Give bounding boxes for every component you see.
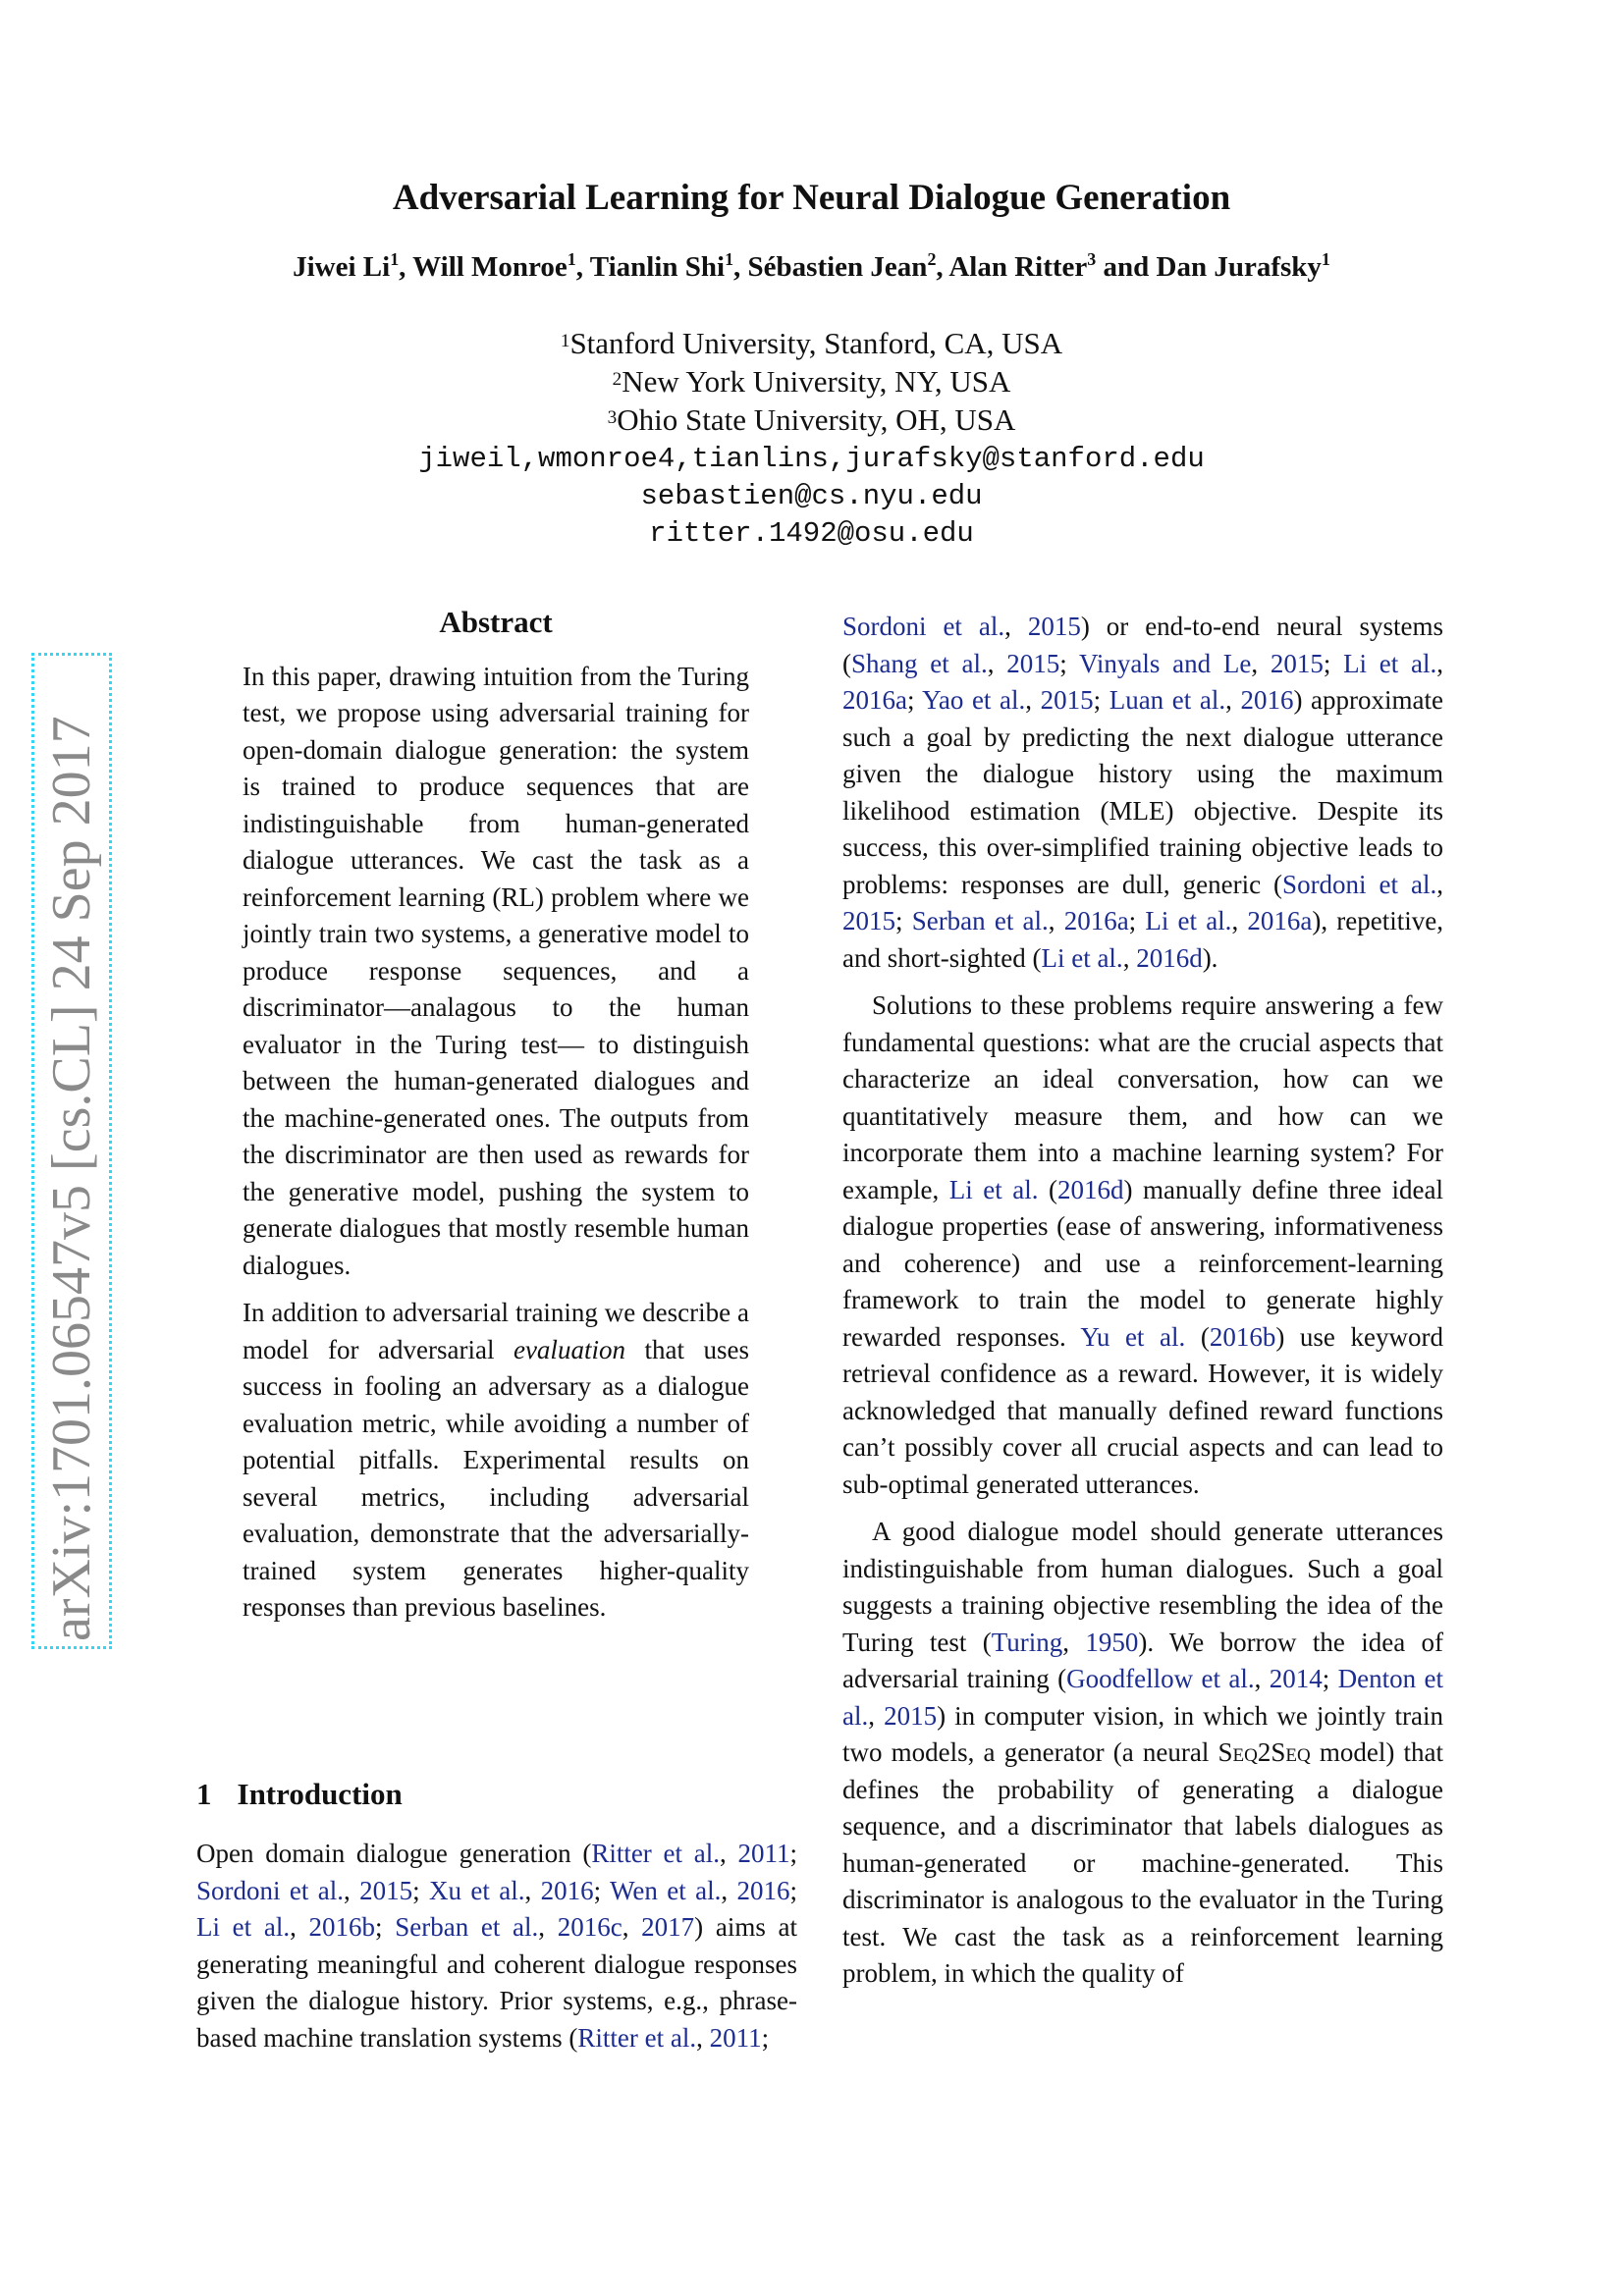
citation-link[interactable]: 2016	[1240, 685, 1294, 715]
citation-link[interactable]: Xu et al.	[429, 1875, 525, 1905]
citation-link[interactable]: 2016	[540, 1875, 594, 1905]
citation-link[interactable]: 2011	[737, 1839, 790, 1868]
abstract-paragraph-1: In this paper, drawing intuition from the Turing test, we propose using adversarial training for open-domain dialogue generation: the system is trained to produce sequences that are indistinguishable from human-generated dialogue utterances. We cast the task as a reinforcement learning (RL) problem where we jointly train two systems, a generative model to produce response sequences, and a discriminator—analagous to the human evaluator in the Turing test— to distinguish between the human-generated dialogues and the machine-generated ones. The outputs from the discriminator are then used as rewards for the generative model, pushing the system to generate dialogues that mostly resemble human dialogues.	[243, 661, 749, 1280]
citation-link[interactable]: Luan et al.	[1109, 685, 1226, 715]
introduction-left-column	[196, 1836, 797, 2056]
author-email[interactable]: ritter.1492@osu.edu	[649, 517, 974, 550]
author-name: Dan Jurafsky	[1156, 251, 1322, 283]
citation-link[interactable]: Sordoni et al.	[1282, 869, 1437, 899]
author-affiliation-marker: 1	[725, 249, 734, 269]
affiliation-text: Stanford University, Stanford, CA, USA	[569, 326, 1063, 360]
citation-link[interactable]: Serban et al.	[395, 1912, 539, 1942]
author-separator: ,	[733, 251, 748, 283]
affiliation-marker: 2	[612, 369, 622, 390]
citation-link[interactable]: 2015	[1027, 612, 1081, 641]
citation-link[interactable]: 2017	[641, 1912, 695, 1942]
section-title: Introduction	[237, 1777, 403, 1811]
citation-link[interactable]: Sordoni et al.	[196, 1875, 344, 1905]
citation-link[interactable]: 2015	[884, 1700, 938, 1731]
introduction-paragraph-1: Open domain dialogue generation (Ritter et al., 2011; Sordoni et al., 2015; Xu et al., 2016; Wen et al., 2016; Li et al., 2016b; Serban et al., 2016c, 2017) aims at generating meaningful and coherent dialogue responses given the dialogue history. Prior systems, e.g., phrase-based machine translation systems (Ritter et al., 2011;	[196, 1839, 798, 2053]
affiliation-text: Ohio State University, OH, USA	[617, 402, 1016, 437]
right-paragraph-continued: Sordoni et al., 2015) or end-to-end neural systems (Shang et al., 2015; Vinyals and Le, 2015; Li et al., 2016a; Yao et al., 2015; Luan et al., 2016) approximate such a goal by predicting the next dialogue utterance given the dialogue history using the maximum likelihood estimation (MLE) objective. Despite its success, this over-simplified training objective leads to problems: responses are dull, generic (Sordoni et al., 2015; Serban et al., 2016a; Li et al., 2016a), repetitive, and short-sighted (Li et al., 2016d).	[842, 612, 1444, 973]
section-heading-introduction	[196, 1777, 403, 1812]
author-separator: ,	[936, 251, 949, 283]
citation-link[interactable]: Yao et al.	[922, 685, 1026, 715]
author-affiliation-marker: 1	[1321, 249, 1330, 269]
emphasized-text: evaluation	[513, 1334, 625, 1364]
affiliation-marker: 3	[607, 407, 618, 428]
affiliation-line	[0, 400, 1623, 439]
citation-link[interactable]: 2016a	[1063, 906, 1129, 935]
affiliation-text: New York University, NY, USA	[622, 364, 1011, 399]
citation-link[interactable]: 2016d	[1057, 1174, 1124, 1204]
citation-link[interactable]: Shang et al.	[851, 648, 988, 678]
citation-link[interactable]: Li et al.	[196, 1912, 291, 1942]
abstract-column	[243, 604, 749, 1627]
author-name: Will Monroe	[412, 251, 568, 283]
author-list	[0, 251, 1623, 284]
citation-link[interactable]: 2016	[736, 1875, 790, 1905]
citation-link[interactable]: Ritter et al.	[591, 1839, 720, 1868]
author-name: Jiwei Li	[293, 251, 391, 283]
author-separator: and	[1096, 251, 1157, 283]
citation-link[interactable]: Ritter et al.	[577, 2022, 697, 2053]
citation-link[interactable]: 2015	[842, 906, 895, 935]
citation-link[interactable]: 2016c	[557, 1912, 622, 1942]
abstract-paragraph-2: In addition to adversarial training we describe a model for adversarial evaluation that uses success in fooling an adversary as a dialogue evaluation metric, while avoiding a number of potential pitfalls. Experimental results on several metrics, including adversarial evaluation, demonstrate that the adversarially-trained system generates higher-quality responses than previous baselines.	[243, 1298, 749, 1622]
right-paragraph-solutions: Solutions to these problems require answering a few fundamental questions: what are the crucial aspects that characterize an ideal conversation, how can we quantitatively measure them, and how can we incorporate them into a machine learning system? For example, Li et al. (2016d) manually define three ideal dialogue properties (ease of answering, informativeness and coherence) and use a reinforcement-learning framework to train the model to generate highly rewarded responses. Yu et al. (2016b) use keyword retrieval confidence as a reward. However, it is widely acknowledged that manually defined reward functions can’t possibly cover all crucial aspects and can lead to sub-optimal generated utterances.	[842, 990, 1443, 1499]
author-separator: ,	[399, 251, 413, 283]
citation-link[interactable]: Li et al.	[1145, 906, 1232, 935]
author-name: Alan Ritter	[948, 251, 1088, 283]
citation-link[interactable]: 2016a	[1247, 906, 1313, 935]
citation-link[interactable]: 2015	[1006, 648, 1060, 678]
citation-link[interactable]: Vinyals and Le	[1078, 648, 1252, 678]
abstract-heading: Abstract	[439, 605, 553, 639]
citation-link[interactable]: 2016d	[1136, 942, 1203, 973]
citation-link[interactable]: Yu et al.	[1080, 1321, 1186, 1352]
right-column	[842, 609, 1443, 1993]
author-email[interactable]: jiweil,wmonroe4,tianlins,jurafsky@stanford.edu	[418, 443, 1205, 475]
model-name: Seq2Seq	[1217, 1737, 1311, 1767]
citation-link[interactable]: 2011	[709, 2022, 762, 2053]
author-name: Tianlin Shi	[589, 251, 726, 283]
citation-link[interactable]: 2015	[359, 1875, 413, 1905]
arxiv-identifier[interactable]: arXiv:1701.06547v5 [cs.CL] 24 Sep 2017	[41, 716, 102, 1641]
citation-link[interactable]: 1950	[1085, 1627, 1139, 1657]
citation-link[interactable]: 2016b	[1209, 1321, 1276, 1352]
affiliation-line	[0, 362, 1623, 400]
citation-link[interactable]: 2015	[1040, 685, 1094, 715]
affiliation-marker: 1	[560, 331, 570, 351]
citation-link[interactable]: Serban et al.	[911, 906, 1049, 935]
author-affiliation-marker: 1	[567, 249, 576, 269]
affiliation-list	[0, 324, 1623, 439]
citation-link[interactable]: Li et al.	[1041, 942, 1123, 973]
section-number: 1	[196, 1777, 212, 1811]
citation-link[interactable]: Li et al.	[948, 1174, 1039, 1204]
author-name: Sébastien Jean	[747, 251, 928, 283]
citation-link[interactable]: 2016a	[842, 685, 907, 715]
right-paragraph-good-dialogue-model: A good dialogue model should generate utterances indistinguishable from human dialogues. Such a goal suggests a training objective resembling the idea of the Turing test (Turing, 1950). We borrow the idea of adversarial training (Goodfellow et al., 2014; Denton et al., 2015) in computer vision, in which we jointly train two models, a generator (a neural Seq2Seq model) that defines the probability of generating a dialogue sequence, and a discriminator that labels dialogues as human-generated or machine-generated. This discriminator is analogous to the evaluator in the Turing test. We cast the task as a reinforcement learning problem, in which the quality of	[842, 1517, 1443, 1988]
affiliation-line	[0, 324, 1623, 362]
citation-link[interactable]: Denton et al.	[842, 1664, 1443, 1731]
citation-link[interactable]: Wen et al.	[610, 1875, 722, 1905]
author-separator: ,	[575, 251, 590, 283]
citation-link[interactable]: Li et al.	[1343, 648, 1437, 678]
author-affiliation-marker: 2	[927, 249, 937, 269]
citation-link[interactable]: 2014	[1269, 1664, 1323, 1693]
citation-link[interactable]: Sordoni et al.	[842, 612, 1005, 641]
citation-link[interactable]: Goodfellow et al.	[1066, 1664, 1255, 1693]
citation-link[interactable]: 2016b	[308, 1912, 376, 1942]
citation-link[interactable]: 2015	[1270, 648, 1324, 678]
paper-title: Adversarial Learning for Neural Dialogue Generation	[392, 178, 1231, 218]
author-affiliation-marker: 3	[1087, 249, 1097, 269]
email-list	[0, 441, 1623, 553]
author-affiliation-marker: 1	[390, 249, 400, 269]
author-email[interactable]: sebastien@cs.nyu.edu	[640, 480, 983, 512]
citation-link[interactable]: Turing	[991, 1627, 1063, 1657]
